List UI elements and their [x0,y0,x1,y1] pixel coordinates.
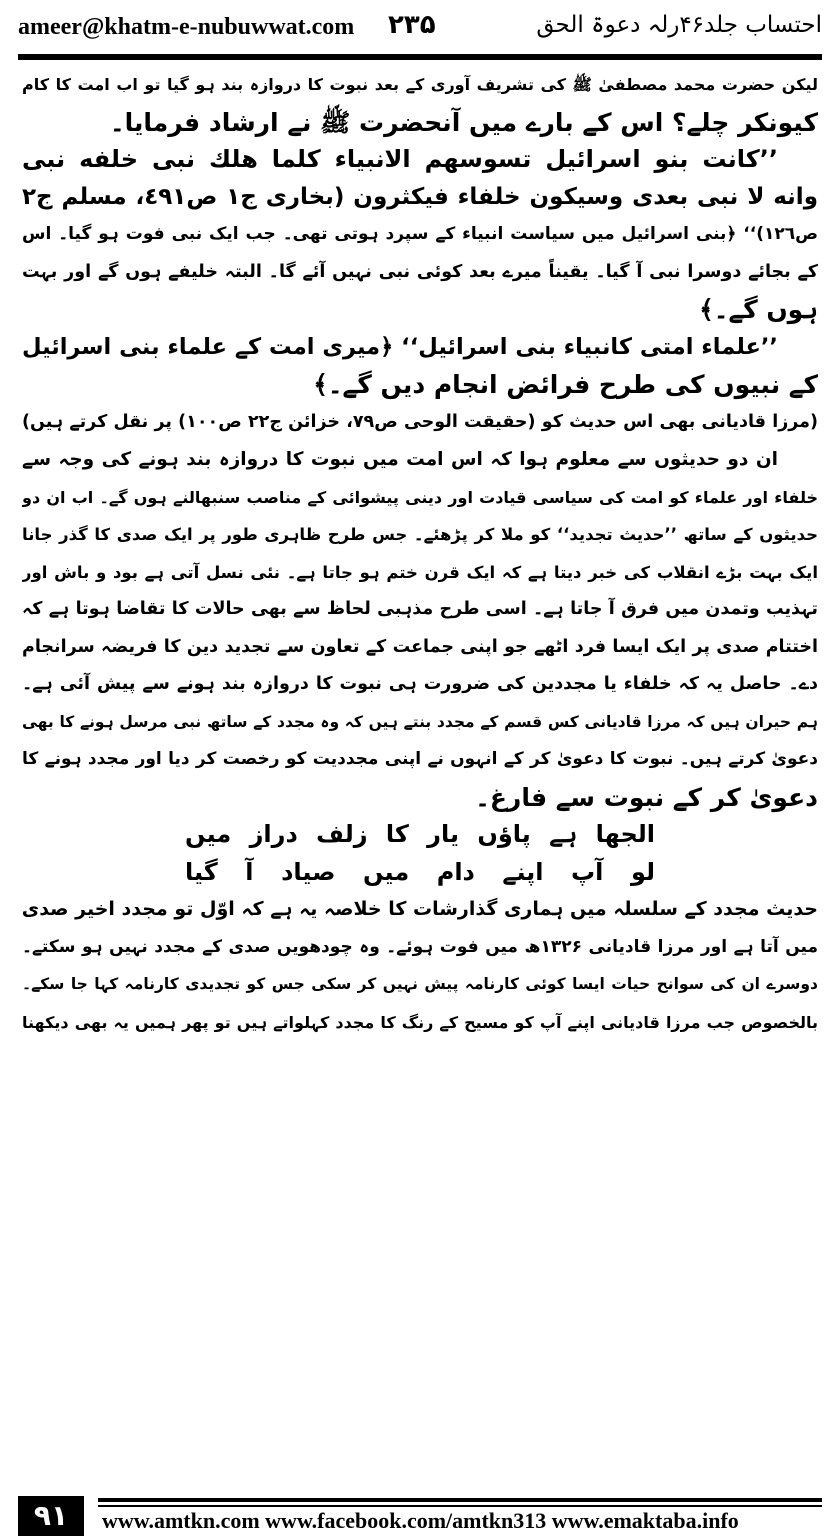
poetry-verse-line: الجھا ہے پاؤں یار کا زلف دراز میں [185,820,655,848]
body-line: دوسرے ان کی سوانح حیات ایسا کوئی کارنامہ پیش نہیں کر سکی جس کو تجدیدی کارنامہ کہا جا سکے۔ [22,975,818,993]
body-line: میں آتا ہے اور مرزا قادیانی ۱۳۲۶ھ میں فوت ہوئے۔ وہ چودھویں صدی کے مجدد نہیں ہو سکتے۔ [22,936,818,957]
page-body [22,66,818,1041]
body-line: کے بجائے دوسرا نبی آ گیا۔ یقیناً میرے بعد کوئی نبی نہیں آئے گا۔ البتہ خلیفے ہوں گے اور بہت [22,261,818,282]
footer-links: www.amtkn.com www.facebook.com/amtkn313 www.emaktaba.info [102,1508,739,1533]
body-line: تہذیب وتمدن میں فرق آ جاتا ہے۔ اسی طرح مذہبی لحاظ سے بھی حالات کا تقاضا ہوتا ہے کہ [22,599,818,619]
page-footer [18,1496,822,1536]
header-title: احتساب جلد۴۶رلہ دعوۃ الحق [536,12,822,38]
footer-sheet-number: ۹۱ [18,1496,84,1536]
footer-rule [98,1505,822,1507]
header-rule [18,54,822,60]
hadith-arabic-line: ’’كانت بنو اسرائيل تسوسهم الانبياء كلما هلك نبى خلفه نبى [22,145,778,173]
body-line: حدیث مجدد کے سلسلہ میں ہماری گذارشات کا خلاصہ یہ ہے کہ اوّل تو مجدد اخیر صدی [22,898,818,920]
hadith-arabic-line: ’’علماء امتى كانبياء بنى اسرائيل‘‘ ﴿میری امت کے علماء بنی اسرائیل [22,333,778,360]
body-line: بالخصوص جب مرزا قادیانی اپنے آپ کو مسیح کے رنگ کا مجدد کہلواتے ہیں تو پھر ہمیں یہ بھی دیکھنا [22,1012,818,1032]
body-line: ص١٢٦)‘‘ ﴿بنی اسرائیل میں سیاست انبیاء کے سپرد ہوتی تھی۔ جب ایک نبی فوت ہو گیا۔ اس [22,224,818,244]
body-line: ہوں گے۔﴾ [699,295,818,324]
body-line: خلفاء اور علماء کو امت کی سیاسی قیادت اور دینی پیشوائی کے مناصب سنبھالنے ہوں گے۔ اب ان دو [22,487,818,507]
body-line: دعویٰ کر کے نبوت سے فارغ۔ [475,782,818,812]
body-line: کیونکر چلے؟ اس کے بارے میں آنحضرت ﷺ نے ارشاد فرمایا۔ [109,107,818,137]
poetry-verse-line: لو آپ اپنے دام میں صیاد آ گیا [185,857,655,886]
body-line: حدیثوں کے ساتھ ’’حدیث تجدید‘‘ کو ملا کر پڑھئے۔ جس طرح ظاہری طور پر ایک صدی کا گذر جانا [22,525,818,544]
page-header [18,10,822,50]
body-line: ان دو حدیثوں سے معلوم ہوا کہ اس امت میں نبوت کا دروازہ بند ہونے کی وجہ سے [22,449,778,470]
header-email: ameer@khatm-e-nubuwwat.com [18,14,355,40]
body-line: اختتام صدی پر ایک ایسا فرد اٹھے جو اپنی جماعت کے تعاون سے تجدید دین کا فریضہ سرانجام [22,636,818,657]
body-line: دے۔ حاصل یہ کہ خلفاء یا مجددین کی ضرورت ہی نبوت کا دروازہ بند ہونے سے پیش آئی ہے۔ [22,674,818,694]
body-line: ہم حیران ہیں کہ مرزا قادیانی کس قسم کے مجدد بنتے ہیں کہ وہ مجدد کے ساتھ نبی مرسل ہونے کا بھی [22,712,818,731]
body-line: ایک بہت بڑے انقلاب کی خبر دیتا ہے کہ ایک قرن ختم ہو جاتا ہے۔ نئی نسل آتی ہے بود و باش اور [22,562,818,582]
hadith-arabic-line: وانه لا نبى بعدى وسيكون خلفاء فيكثرون (بخارى ج١ ص٤٩١، مسلم ج٢ [22,183,818,210]
footer-rule [98,1498,822,1502]
body-line: دعویٰ کرتے ہیں۔ نبوت کا دعویٰ کر کے انہوں نے اپنی مجددیت کو رخصت کر دیا اور مجدد ہونے کا [22,749,818,769]
header-page-number: ۲۳۵ [388,10,436,40]
body-line: کے نبیوں کی طرح فرائض انجام دیں گے۔﴾ [313,370,818,399]
body-line: لیکن حضرت محمد مصطفیٰ ﷺ کی تشریف آوری کے بعد نبوت کا دروازہ بند ہو گیا تو اب امت کا کام [22,75,818,94]
reference-line: (مرزا قادیانی بھی اس حدیث کو (حقیقت الوحی ص۷۹، خزائن ج۲۲ ص۱۰۰) پر نقل کرتے ہیں) [22,411,818,432]
